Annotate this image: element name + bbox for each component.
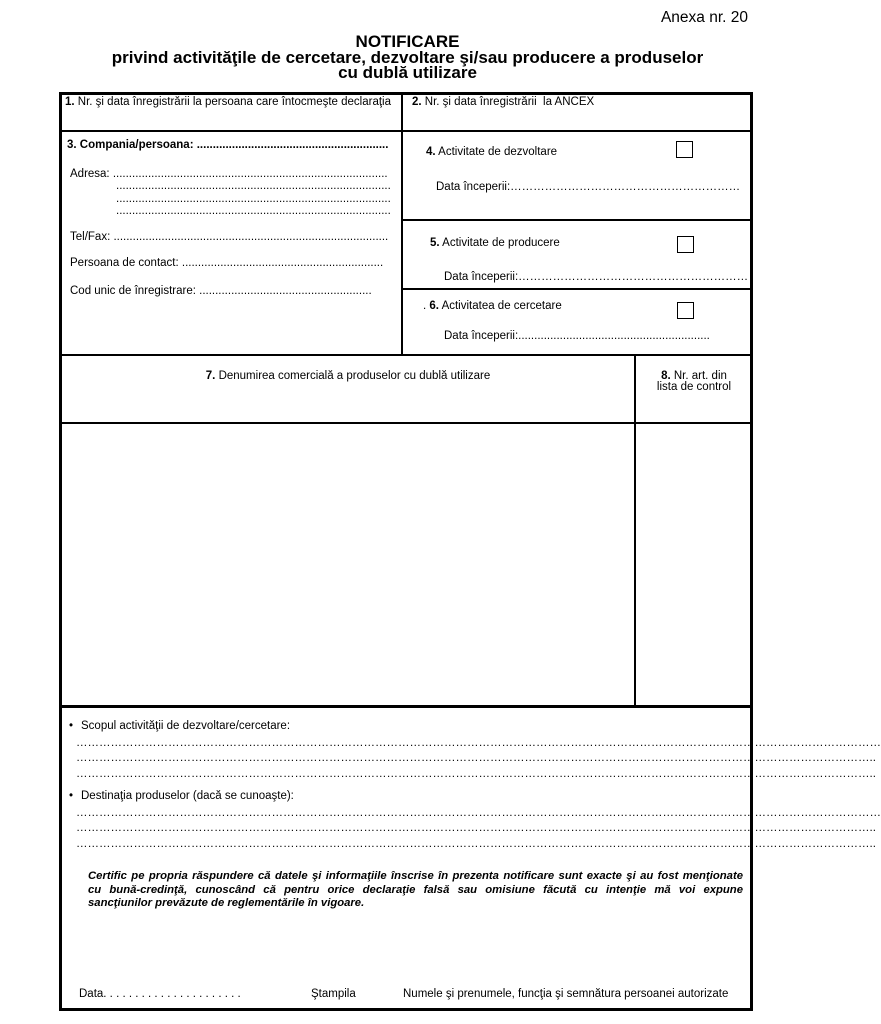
cell-4-development — [426, 146, 557, 159]
purpose-line: ……………………………………………………………………………………………………………………………………………………………………………………….. — [76, 752, 876, 764]
cell-label: Denumirea comercială a produselor cu dublă utilizare — [218, 370, 491, 382]
cell-number: 8. — [661, 370, 671, 382]
address-field: Adresa: ...................................................................................... — [70, 168, 388, 180]
destination-line: ……………………………………………………………………………………………………………………………………………………………………………………….. — [76, 822, 876, 834]
certification-line: Certific pe propria răspundere că datele şi informaţiile înscrise în prezenta notificare sunt exacte şi au fost menţionate — [88, 870, 743, 882]
title-subtitle-line-1: privind activităţile de cercetare, dezvoltare şi/sau producere a produselor — [111, 47, 704, 67]
signature-label: Numele şi prenumele, funcţia şi semnătura persoanei autorizate — [403, 988, 729, 1000]
cell-number: 6. — [429, 300, 439, 312]
cell-8-line-2: lista de control — [656, 381, 732, 393]
cell-number: 7. — [205, 370, 216, 382]
cell-number: 2. — [412, 96, 422, 108]
purpose-line: ……………………………………………………………………………………………………………………………………………………………………………………….. — [76, 768, 876, 780]
cell-label: Nr. şi data înregistrării la ANCEX — [424, 96, 595, 108]
cell-label: Nr. şi data înregistrării la persoana care întocmeşte declaraţia — [77, 96, 392, 108]
stamp-label: Ştampila — [311, 988, 356, 1000]
cell-6-research — [423, 300, 562, 313]
destination-line: ……………………………………………………………………………………………………………………………………………………………………………………….. — [76, 838, 876, 850]
bullet: • — [69, 720, 74, 732]
development-checkbox[interactable] — [676, 141, 693, 158]
row-divider — [403, 219, 750, 221]
company-field: 3. Compania/persoana: ............................................................ — [67, 139, 389, 151]
address-line: ...................................................................................... — [116, 205, 391, 217]
destination-line: ………………………………………………………………………………………………………………………………………………………………………………………… — [76, 807, 881, 819]
title-main: NOTIFICARE — [355, 32, 460, 51]
purpose-line: ………………………………………………………………………………………………………………………………………………………………………………………… — [76, 737, 881, 749]
cell-label: Activitate de dezvoltare — [438, 146, 558, 158]
address-line: ...................................................................................... — [116, 193, 391, 205]
document-title — [60, 34, 755, 81]
column-divider — [401, 95, 403, 355]
row-divider — [62, 354, 750, 356]
research-start-date: Data începerii:............................................................ — [444, 330, 710, 342]
cell-number: 4. — [426, 146, 436, 158]
development-start-date: Data începerii:…………………………………………………… — [436, 181, 741, 193]
destination-label: Destinaţia produselor (dacă se cunoaşte): — [81, 790, 294, 802]
registration-code-field: Cod unic de înregistrare: ...................................................... — [70, 285, 372, 297]
cell-label: Nr. art. din — [673, 370, 727, 382]
purpose-label: Scopul activităţii de dezvoltare/cercetare: — [81, 720, 291, 732]
cell-1-declarant-registration — [65, 96, 391, 109]
cell-number: 5. — [430, 237, 440, 249]
cell-label: Activitatea de cercetare — [441, 300, 562, 312]
research-checkbox[interactable] — [677, 302, 694, 319]
certification-statement — [88, 870, 743, 911]
cell-prefix: . — [423, 300, 427, 312]
production-start-date: Data începerii:…………………………………………………… — [444, 271, 749, 283]
date-field: Data. . . . . . . . . . . . . . . . . . . . . . — [79, 988, 241, 1000]
row-divider — [62, 422, 750, 424]
certification-line: sancţiunilor prevăzute de reglementările în vigoare. — [88, 897, 365, 909]
row-divider — [403, 288, 750, 290]
annex-number: Anexa nr. 20 — [660, 9, 748, 26]
cell-2-ancex-registration — [412, 96, 594, 109]
cell-number: 1. — [65, 96, 75, 108]
contact-person-field: Persoana de contact: ............................................................... — [70, 257, 384, 269]
certification-line: cu bună-credinţă, cunoscând că pentru orice declaraţie falsă sau omisiune făcută cu intenţie mă voi expune — [88, 883, 743, 896]
cell-5-production — [430, 237, 560, 250]
cell-label: Activitate de producere — [442, 237, 560, 249]
cell-8-control-list-article — [636, 371, 752, 393]
phone-fax-field: Tel/Fax: ...................................................................................... — [70, 231, 389, 243]
column-divider — [634, 356, 636, 706]
bullet: • — [69, 790, 74, 802]
cell-7-product-names — [62, 370, 634, 383]
title-subtitle-line-2: cu dublă utilizare — [338, 63, 477, 82]
row-divider — [62, 705, 750, 708]
address-line: ...................................................................................... — [116, 180, 391, 192]
production-checkbox[interactable] — [677, 236, 694, 253]
row-divider — [62, 130, 750, 132]
